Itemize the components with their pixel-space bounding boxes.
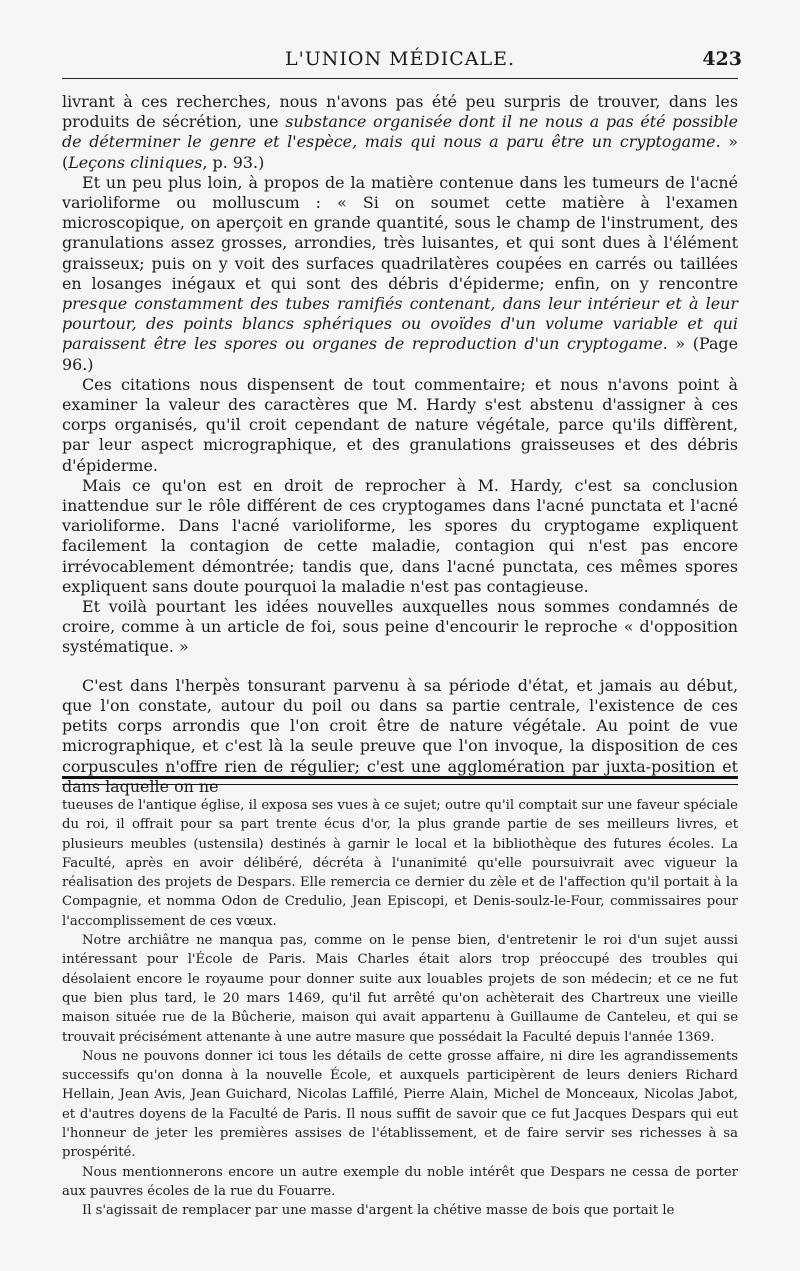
- paragraph-2-end: » (Page 96.): [62, 334, 738, 374]
- paragraph-1: [62, 92, 738, 173]
- journal-title: L'UNION MÉDICALE.: [284, 48, 516, 70]
- feuilleton: [62, 796, 738, 1221]
- feuilleton-paragraph-3: Nous ne pouvons donner ici tous les détails de cette grosse affaire, ni dire les agrandissements successifs qu'on donna à la nouvelle École, et auxquels participèrent de leurs deniers Richard Hellain, Jean Avis, Jean Guichard, Nicolas Laffilé, Pierre Alain, Michel de Monceaux, Nicolas Jabot, et d'autres doyens de la Faculté de Paris. Il nous suffit de savoir que ce fut Jacques Despars qui eut l'honneur de jeter les premières assises de l'établissement, et de faire servir ses richesses à sa prospérité.: [62, 1048, 738, 1161]
- paragraph-2-italic: presque constamment des tubes ramifiés contenant, dans leur intérieur et à leur pourtour, des points blancs sphériques ou ovoïdes d'un volume variable et qui paraissent être les spores ou organes de reproduction d'un cryptogame.: [62, 294, 738, 354]
- header-rule: [62, 78, 738, 79]
- paragraph-2-text: Et un peu plus loin, à propos de la matière contenue dans les tumeurs de l'acné varioliforme ou molluscum : « Si on soumet cette matière à l'examen microscopique, on aperçoit en grande quantité, sous le champ de l'instrument, des granulations assez grosses, arrondies, très luisantes, et qui sont dues à l'élément graisseux; puis on y voit des surfaces quadrilatères coupées en carrés ou taillées en losanges inégaux et qui sont des débris d'épiderme; enfin, on y rencontre: [62, 172, 738, 293]
- feuilleton-separator: [62, 776, 738, 785]
- feuilleton-paragraph-4: Nous mentionnerons encore un autre exemple du noble intérêt que Despars ne cessa de porter aux pauvres écoles de la rue du Fouarre.: [62, 1164, 738, 1199]
- paragraph-6: C'est dans l'herpès tonsurant parvenu à sa période d'état, et jamais au début, que l'on constate, autour du poil ou dans sa partie centrale, l'existence de ces petits corps arrondis que l'on croit être de nature végétale. Au point de vue micrographique, et c'est là la seule preuve que l'on invoque, la disposition de ces corpuscules n'offre rien de régulier; c'est une agglomération par juxta-position et dans laquelle on ne: [62, 675, 738, 796]
- feuilleton-paragraph-2: Notre archiâtre ne manqua pas, comme on le pense bien, d'entretenir le roi d'un sujet aussi intéressant pour l'École de Paris. Mais Charles était alors trop préoccupé des troubles qui désolaient encore le royaume pour donner suite aux louables projets de son médecin; et ce ne fut que bien plus tard, le 20 mars 1469, qu'il fut arrêté qu'on achèterait des Chartreux une vieille maison située rue de la Bûcherie, maison qui avait appartenu à Guillaume de Canteleu, et qui se trouvait précisément attenante à une autre masure que possédait la Faculté depuis l'année 1369.: [62, 933, 738, 1045]
- feuilleton-paragraph-1: tueuses de l'antique église, il exposa ses vues à ce sujet; outre qu'il comptait sur une faveur spéciale du roi, il offrait pour sa part trente écus d'or, la plus grande partie de ses meilleurs livres, et plusieurs meubles (ustensila) destinés à garnir le local et la bibliothèque des futures écoles. La Faculté, après en avoir délibéré, décréta à l'unanimité qu'elle poursuivrait avec vigueur la réalisation des projets de Despars. Elle remercia ce dernier du zèle et de l'affection qu'il portait à la Compagnie, et nomma Odon de Credulio, Jean Episcopi, et Denis-soulz-le-Four, commissaires pour l'accomplissement de ces vœux.: [62, 798, 738, 929]
- page-number: 423: [702, 48, 742, 70]
- paragraph-1-reference: Leçons cliniques: [68, 152, 203, 172]
- paragraph-5: Et voilà pourtant les idées nouvelles auxquelles nous sommes condamnés de croire, comme à un article de foi, sous peine d'encourir le reproche « d'opposition systématique. »: [62, 597, 738, 657]
- feuilleton-paragraph-5: Il s'agissait de remplacer par une masse d'argent la chétive masse de bois que portait le: [82, 1203, 675, 1219]
- running-head: [60, 44, 740, 78]
- paragraph-1-text: livrant à ces recherches, nous n'avons pas été peu surpris de trouver, dans les produits de sécrétion, une: [62, 92, 738, 132]
- paragraph-1-italic: substance organisée dont il ne nous a pas été possible de déterminer le genre et l'espèce, mais qui nous a paru être un cryptogame.: [62, 112, 738, 152]
- main-article: [62, 92, 738, 797]
- paragraph-4: Mais ce qu'on est en droit de reprocher à M. Hardy, c'est sa conclusion inattendue sur le rôle différent de ces cryptogames dans l'acné punctata et l'acné varioliforme. Dans l'acné varioliforme, les spores du cryptogame expliquent facilement la contagion de cette maladie, contagion qui n'est pas encore irrévocablement démontrée; tandis que, dans l'acné punctata, ces mêmes spores expliquent sans doute pourquoi la maladie n'est pas contagieuse.: [62, 475, 738, 596]
- paragraph-1-end: » (: [62, 132, 738, 172]
- paragraph-3: Ces citations nous dispensent de tout commentaire; et nous n'avons point à examiner la valeur des caractères que M. Hardy s'est abstenu d'assigner à ces corps organisés, qu'il croit cependant de nature végétale, parce qu'ils diffèrent, par leur aspect micrographique, et des granulations graisseuses et des débris d'épiderme.: [62, 374, 738, 475]
- paragraph-1-reference-page: , p. 93.): [202, 152, 265, 172]
- paragraph-2: [62, 173, 738, 375]
